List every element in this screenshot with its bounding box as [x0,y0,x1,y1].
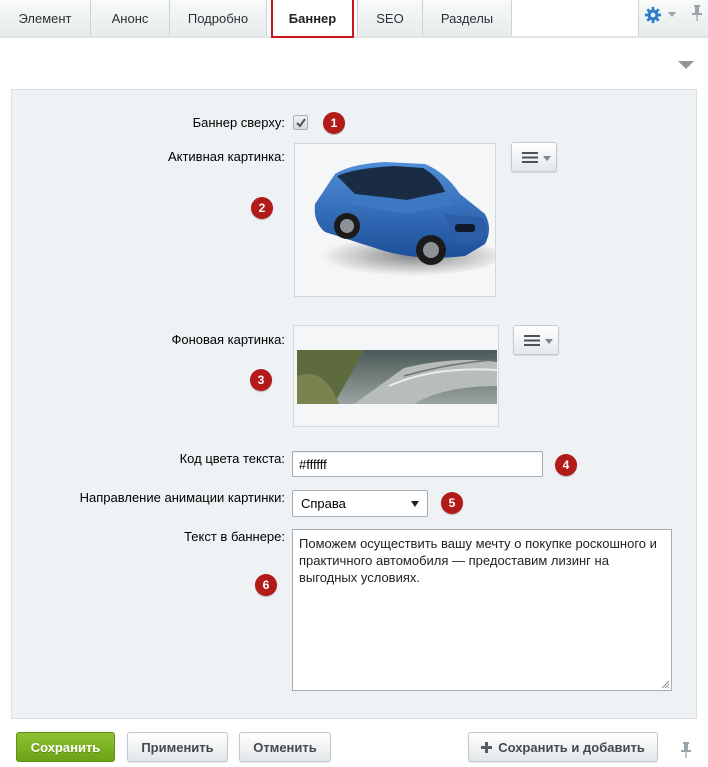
chevron-down-icon [545,339,553,344]
banner-text-value: Поможем осуществить вашу мечту о покупке роскошного и практичного автомобиля — предоставим лизинг на выгодных условиях. [299,536,657,585]
animation-direction-label: Направление анимации картинки: [79,490,285,505]
pin-icon[interactable] [680,741,692,759]
pin-icon[interactable] [690,4,704,22]
chevron-down-icon[interactable] [668,12,676,18]
save-and-add-button[interactable] [468,732,658,762]
tab-label: SEO [376,10,404,26]
menu-icon [522,152,538,163]
collapse-arrow-icon[interactable] [678,61,694,70]
car-image [295,144,496,297]
animation-direction-select[interactable] [292,490,428,517]
tab-label: Анонс [111,10,149,26]
background-image-preview[interactable] [293,325,499,427]
active-image-menu-button[interactable] [511,142,557,172]
banner-top-label: Баннер сверху: [192,115,285,130]
text-color-label: Код цвета текста: [179,451,285,466]
banner-top-checkbox[interactable] [293,115,308,130]
save-and-add-button-label: Сохранить и добавить [498,739,645,755]
tab-element[interactable] [0,0,91,36]
step-badge: 6 [255,574,277,596]
active-image-preview[interactable] [294,143,496,297]
tab-banner[interactable] [271,0,354,38]
apply-button[interactable] [127,732,228,762]
chevron-down-icon [411,501,419,507]
plus-icon [481,742,492,753]
gear-icon[interactable] [644,6,662,24]
step-badge: 2 [251,197,273,219]
road-image [294,326,499,427]
step-badge: 4 [555,454,577,476]
step-badge: 3 [250,369,272,391]
tab-announce[interactable] [90,0,170,36]
banner-text-label: Текст в баннере: [184,529,285,544]
text-color-input[interactable] [292,451,543,477]
step-badge: 1 [323,112,345,134]
select-value: Справа [301,496,346,511]
tab-bar [0,0,708,38]
tab-seo[interactable] [357,0,423,36]
cancel-button-label: Отменить [253,739,317,755]
chevron-down-icon [543,156,551,161]
tab-sections[interactable] [422,0,512,36]
resize-grip-icon[interactable] [661,680,670,689]
cancel-button[interactable] [239,732,331,762]
tab-details[interactable] [169,0,267,36]
banner-text-area[interactable] [292,529,672,691]
menu-icon [524,335,540,346]
tab-label: Баннер [288,10,337,26]
tab-label: Подробно [187,10,249,26]
background-image-label: Фоновая картинка: [171,332,285,347]
save-button[interactable] [16,732,115,762]
tab-label: Элемент [18,10,72,26]
apply-button-label: Применить [141,739,214,755]
checkmark-icon [295,117,307,129]
background-image-menu-button[interactable] [513,325,559,355]
tab-label: Разделы [440,10,494,26]
active-image-label: Активная картинка: [167,149,285,164]
save-button-label: Сохранить [30,739,101,755]
step-badge: 5 [441,492,463,514]
